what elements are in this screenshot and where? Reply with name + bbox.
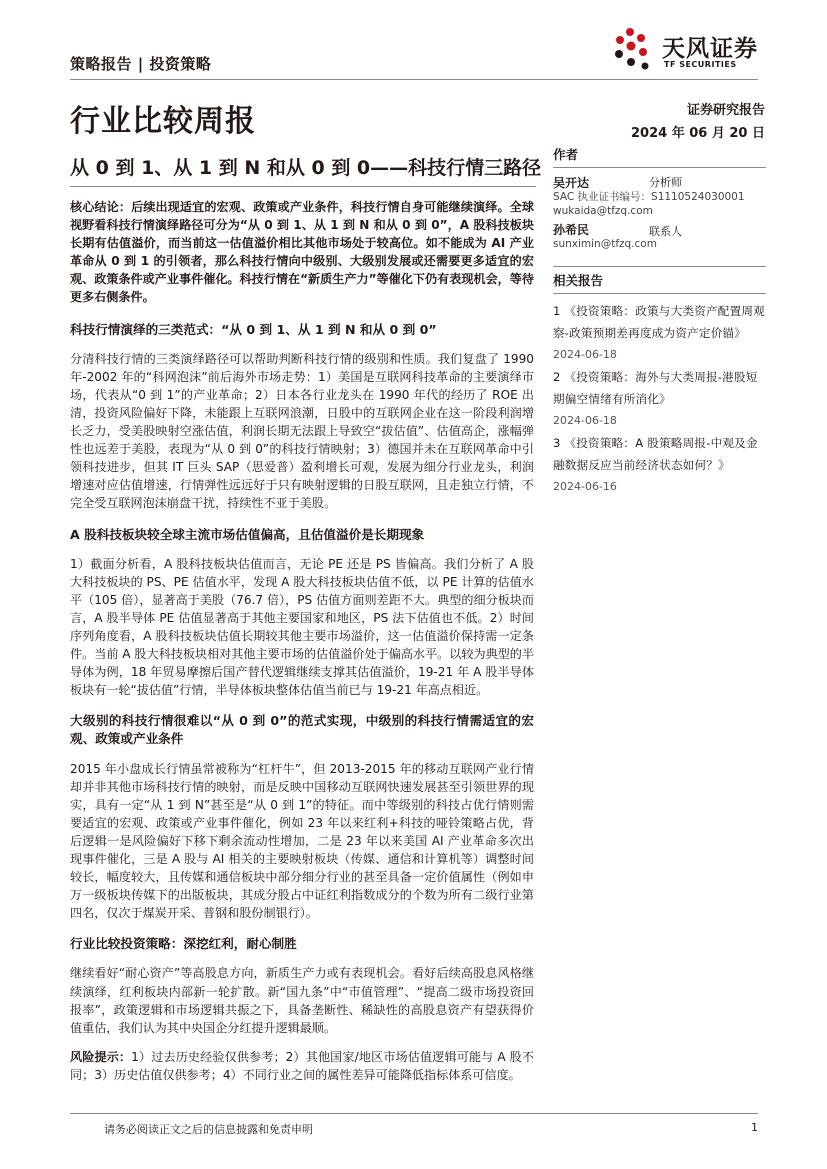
section3-heading: 大级别的科技行情很难以“从 0 到 0”的范式实现，中级别的科技行情需适宜的宏观、政策或产业条件 [70,713,534,747]
page-number: 1 [751,1121,758,1134]
risk-paragraph [70,1048,534,1084]
related-panel [553,266,766,498]
authors-divider [553,167,766,168]
section3-body: 2015 年小盘成长行情虽常被称为“杠杆牛”，但 2013-2015 年的移动互联网产业行情却并非其他市场科技行情的映射，而是反映中国移动互联网快速发展甚至引领世界的现实，具有一定“从 1 到 N”甚至是“从 0 到 1”的特征。而中等级别的科技占优行情则需要适宜的宏观、政策或产业事件催化，例如 23 年以来红利+科技的哑铃策略占优，背后逻辑一是风险偏好下移下剩余流动性增加，二是 23 年以来美国 AI 产业革命多次出现事件催化，三是 A 股与 AI 相关的主要映射板块（传媒、通信和计算机等）调整时间较长，幅度较大，且传媒和通信板块中部分细分行业的甚至具备一定价值属性（例如申万一级板块传媒下的出版板块，其成分股占中证红利指数成分的个数为所有二级行业第四名，仅次于煤炭开采、普钢和股份制银行）。 [70,761,534,921]
related-divider [553,293,766,294]
author-name: 孙希民 [553,223,590,237]
footer-disclaimer: 请务必阅读正文之后的信息披露和免责申明 [104,1123,313,1136]
author-name: 吴开达 [553,176,590,190]
brand-logo [610,22,770,76]
summary-paragraph: 核心结论：后续出现适宜的宏观、政策或产业条件，科技行情自身可能继续演绎。全球视野看科技行情演绎路径可分为“从 0 到 1、从 1 到 N 和从 0 到 0”，A 股科技板块长期有估值溢价，而当前这一估值溢价相比其他市场处于较高位。如不能成为 AI 产业革命从 0 到 1 的引领者，那么科技行情向中级别、大级别发展或还需要更多适宜的宏观、政策条件或产业事件催化。科技行情在“新质生产力”等催化下仍有表现机会，等待更多右侧条件。 [70,200,534,305]
section4-heading: 行业比较投资策略：深挖红利，耐心制胜 [70,936,297,952]
section4-body: 继续看好“耐心资产”等高股息方向，新质生产力或有表现机会。看好后续高股息风格继续演绎，红利板块内部新一轮扩散。新“国九条”中“市值管理”、“提高二级市场投资回报率”，政策逻辑和市场逻辑共振之下，具备垄断性、稀缺性的高股息资产有望获得价值重估，我们认为其中央国企分红提升逻辑最顺。 [70,966,534,1035]
brand-name-en: TF SECURITIES [664,60,737,69]
section1-heading: 科技行情演绎的三类范式：“从 0 到 1、从 1 到 N 和从 0 到 0” [70,321,437,337]
section2-body: 1）截面分析看，A 股科技板块估值而言，无论 PE 还是 PS 皆偏高。我们分析了 A 股大科技板块的 PS、PE 估值水平，发现 A 股大科技板块估值不低，以 PE 计算的估值水平（105 倍），显著高于美股（76.7 倍），PS 估值方面则差距不大。典型的细分板块而言，A 股半导体 PE 估值显著高于其他主要国家和地区，PS 法下估值也不低。2）时间序列角度看，A 股科技板块估值长期较其他主要市场溢价，这一估值溢价保持需一定条件。当前 A 股大科技板块相对其他主要市场的估值溢价处于偏高水平。以较为典型的半导体为例，18 年贸易摩擦后国产替代逻辑继续支撑其估值溢价，19-21 年 A 股半导体板块有一轮“拔估值”行情，半导体板块整体估值当前已与 19-21 年高点相近。 [70,556,534,698]
section1-body: 分清科技行情的三类演绎路径可以帮助判断科技行情的级别和性质。我们复盘了 1990 年-2002 年的“科网泡沫”前后海外市场走势：1）美国是互联网科技革命的主要演绎市场，代表从“0 到 1”的产业革命；2）日本各行业龙头在 1990 年代的经历了 ROE 出清，投资风险偏好下降，未能跟上互联网浪潮，日股中的互联网企业在这一阶段利润增长乏力，受美股映射空涨估值，利润长期无法跟上导致空“拔估值”、估值高企，涨幅弹性也远差于美股，表现为“从 0 到 0”的科技行情映射；3）德国并未在互联网革命中引领科技进步，但其 IT 巨头 SAP（思爱普）盈利增长可观，发展为细分行业龙头，利润增速对应估值增速，行情弹性远远好于只有映射逻辑的日股互联网，且走独立行情，不完全受互联网泡沫崩盘干扰，持续性不亚于美股。 [70,351,534,511]
authors-heading: 作者 [553,147,579,162]
header-divider [70,79,758,80]
brand-logo-icon [610,22,658,76]
related-report-date: 2024-06-16 [553,480,617,493]
related-report-date: 2024-06-18 [553,414,617,427]
risk-label: 风险提示： [70,1049,132,1064]
related-report-link[interactable]: 3 《投资策略：A 股策略周报-中观及金融数据反应当前经济状态如何？》 [553,436,758,472]
related-report-date: 2024-06-18 [553,348,617,361]
main-content [70,198,534,1084]
risk-body: 1）过去历史经验仅供参考；2）其他国家/地区市场估值逻辑可能与 A 股不同；3）历史估值仅供参考；4）不同行业之间的属性差异可能降低指标体系可信度。 [70,1049,534,1082]
related-report-link[interactable]: 1 《投资策略：政策与大类资产配置周观察-政策预期差再度成为资产定价锚》 [553,304,765,340]
related-heading: 相关报告 [553,273,604,288]
related-top-divider [553,266,766,267]
report-subtitle: 从 0 到 1、从 1 到 N 和从 0 到 0——科技行情三路径 [70,157,542,179]
author-row [553,174,766,188]
report-date: 2024 年 06 月 20 日 [631,126,765,141]
related-report-link[interactable]: 2 《投资策略：海外与大类周报-港股短期偏空情绪有所消化》 [553,370,758,406]
author-email[interactable]: wukaida@tfzq.com [553,205,653,217]
author-role: 分析师 [649,176,682,189]
brand-name-cn: 天风证券 [662,36,758,62]
page-title: 行业比较周报 [70,104,256,139]
footer-divider [70,1113,758,1114]
author-email[interactable]: sunximin@tfzq.com [553,238,657,250]
authors-panel [553,145,766,250]
subtitle-divider [70,186,536,187]
report-type-label: 策略报告 | 投资策略 [70,55,212,73]
author-role: 联系人 [649,225,682,238]
report-category: 证券研究报告 [686,103,765,118]
section2-heading: A 股科技板块较全球主流市场估值偏高，且估值溢价是长期现象 [70,526,425,542]
author-row [553,221,766,238]
related-list [553,300,766,498]
author-cert: SAC 执业证书编号：S1110524030001 [553,191,745,203]
